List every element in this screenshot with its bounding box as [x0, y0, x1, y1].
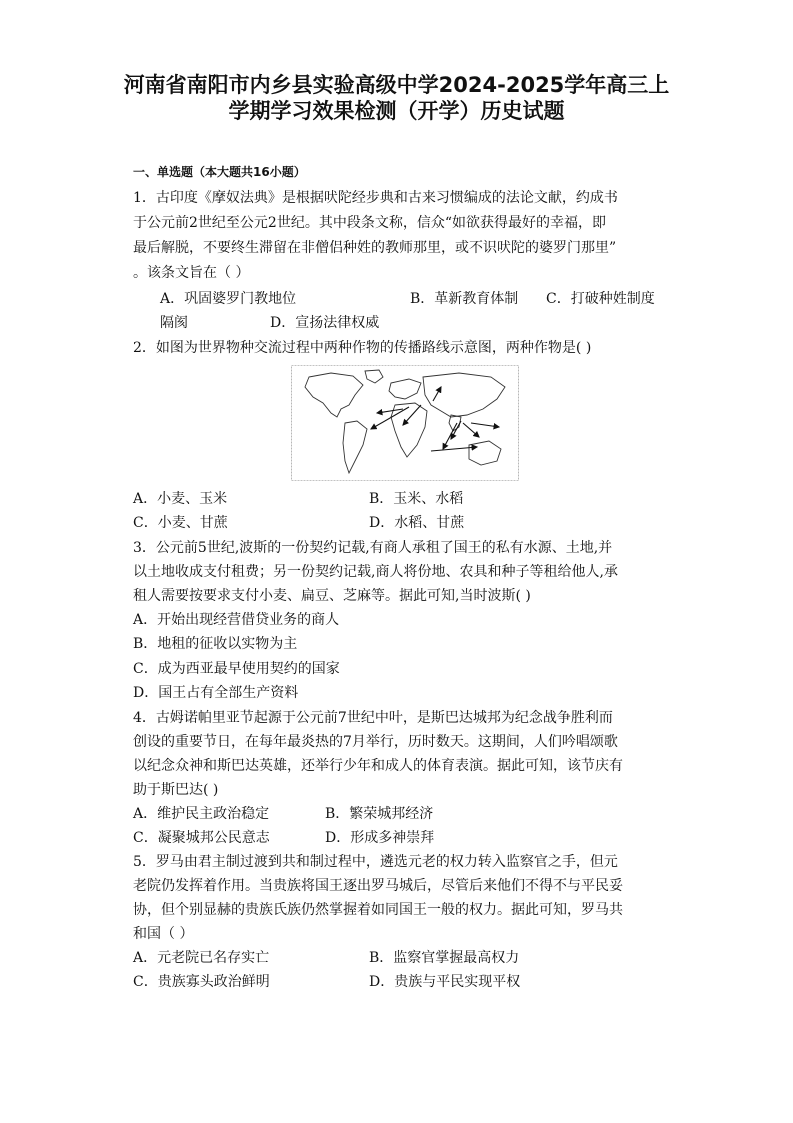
q5-stem-line-3: 协，但个别显赫的贵族氏族仍然掌握着如同国王一般的权力。据此可知，罗马共 — [133, 902, 623, 918]
q4-option-d[interactable]: D．形成多神崇拜 — [325, 830, 435, 846]
q5-option-b[interactable]: B．监察官掌握最高权力 — [369, 950, 520, 966]
q2-stem: 2．如图为世界物种交流过程中两种作物的传播路线示意图，两种作物是( ) — [133, 340, 592, 356]
q1-stem-line-2: 于公元前2世纪至公元2世纪。其中段条文称，信众“如欲获得最好的幸福，即 — [133, 215, 606, 231]
q1-stem-line-1: 1．古印度《摩奴法典》是根据吠陀经步典和古来习惯编成的法论文献，约成书 — [133, 190, 618, 206]
q4-stem-line-1: 4．古姆诺帕里亚节起源于公元前7世纪中叶，是斯巴达城邦为纪念战争胜利而 — [133, 710, 613, 726]
q3-stem-line-1: 3．公元前5世纪,波斯的一份契约记载,有商人承租了国王的私有水源、土地,并 — [133, 540, 613, 556]
q2-option-d[interactable]: D．水稻、甘蔗 — [369, 515, 465, 531]
q4-option-b[interactable]: B．繁荣城邦经济 — [325, 806, 434, 822]
q4-option-c[interactable]: C．凝聚城邦公民意志 — [133, 830, 270, 846]
q2-option-b[interactable]: B．玉米、水稻 — [369, 491, 464, 507]
section-heading: 一、单选题（本大题共16小题） — [133, 165, 306, 179]
page-title-line1: 河南省南阳市内乡县实验高级中学2024-2025学年高三上 — [123, 73, 670, 97]
q1-option-d[interactable]: D．宣扬法律权威 — [270, 315, 380, 331]
q3-option-a[interactable]: A．开始出现经营借贷业务的商人 — [133, 612, 340, 628]
q4-stem-line-4: 助于斯巴达( ) — [133, 782, 219, 798]
q1-option-b[interactable]: B．革新教育体制 — [410, 291, 519, 307]
q5-option-c[interactable]: C．贵族寡头政治鲜明 — [133, 974, 270, 990]
q5-option-d[interactable]: D．贵族与平民实现平权 — [369, 974, 521, 990]
q1-option-c-continued: 隔阂 — [160, 315, 188, 331]
q2-option-c[interactable]: C．小麦、甘蔗 — [133, 515, 228, 531]
q2-option-a[interactable]: A．小麦、玉米 — [133, 491, 228, 507]
q1-option-a[interactable]: A．巩固婆罗门教地位 — [160, 291, 297, 307]
q3-option-d[interactable]: D．国王占有全部生产资料 — [133, 685, 299, 701]
q4-stem-line-3: 以纪念众神和斯巴达英雄，还举行少年和成人的体育表演。据此可知，该节庆有 — [133, 758, 623, 774]
page-title-line2: 学期学习效果检测（开学）历史试题 — [228, 99, 565, 123]
world-map-crop-route-figure — [291, 365, 519, 481]
q5-stem-line-2: 老院仍发挥着作用。当贵族将国王逐出罗马城后，尽管后来他们不得不与平民妥 — [133, 878, 623, 894]
q1-stem-line-4: 。该条文旨在（ ） — [133, 265, 250, 281]
q3-option-b[interactable]: B．地租的征收以实物为主 — [133, 636, 298, 652]
q4-option-a[interactable]: A．维护民主政治稳定 — [133, 806, 270, 822]
q3-option-c[interactable]: C．成为西亚最早使用契约的国家 — [133, 661, 340, 677]
q1-option-c[interactable]: C．打破种姓制度 — [546, 291, 655, 307]
q5-stem-line-1: 5．罗马由君主制过渡到共和制过程中，遴选元老的权力转入监察官之手，但元 — [133, 854, 618, 870]
q1-stem-line-3: 最后解脱，不要终生滞留在非僧侣种姓的教师那里，或不识吠陀的婆罗门那里” — [133, 240, 617, 256]
q5-option-a[interactable]: A．元老院已名存实亡 — [133, 950, 270, 966]
q5-stem-line-4: 和国（ ） — [133, 926, 194, 942]
q3-stem-line-3: 租人需要按要求支付小麦、扁豆、芝麻等。据此可知,当时波斯( ) — [133, 588, 531, 604]
q4-stem-line-2: 创设的重要节日，在每年最炎热的7月举行，历时数天。这期间，人们吟唱颂歌 — [133, 734, 618, 750]
q3-stem-line-2: 以土地收成支付租费；另一份契约记载,商人将份地、农具和种子等租给他人,承 — [133, 564, 618, 580]
